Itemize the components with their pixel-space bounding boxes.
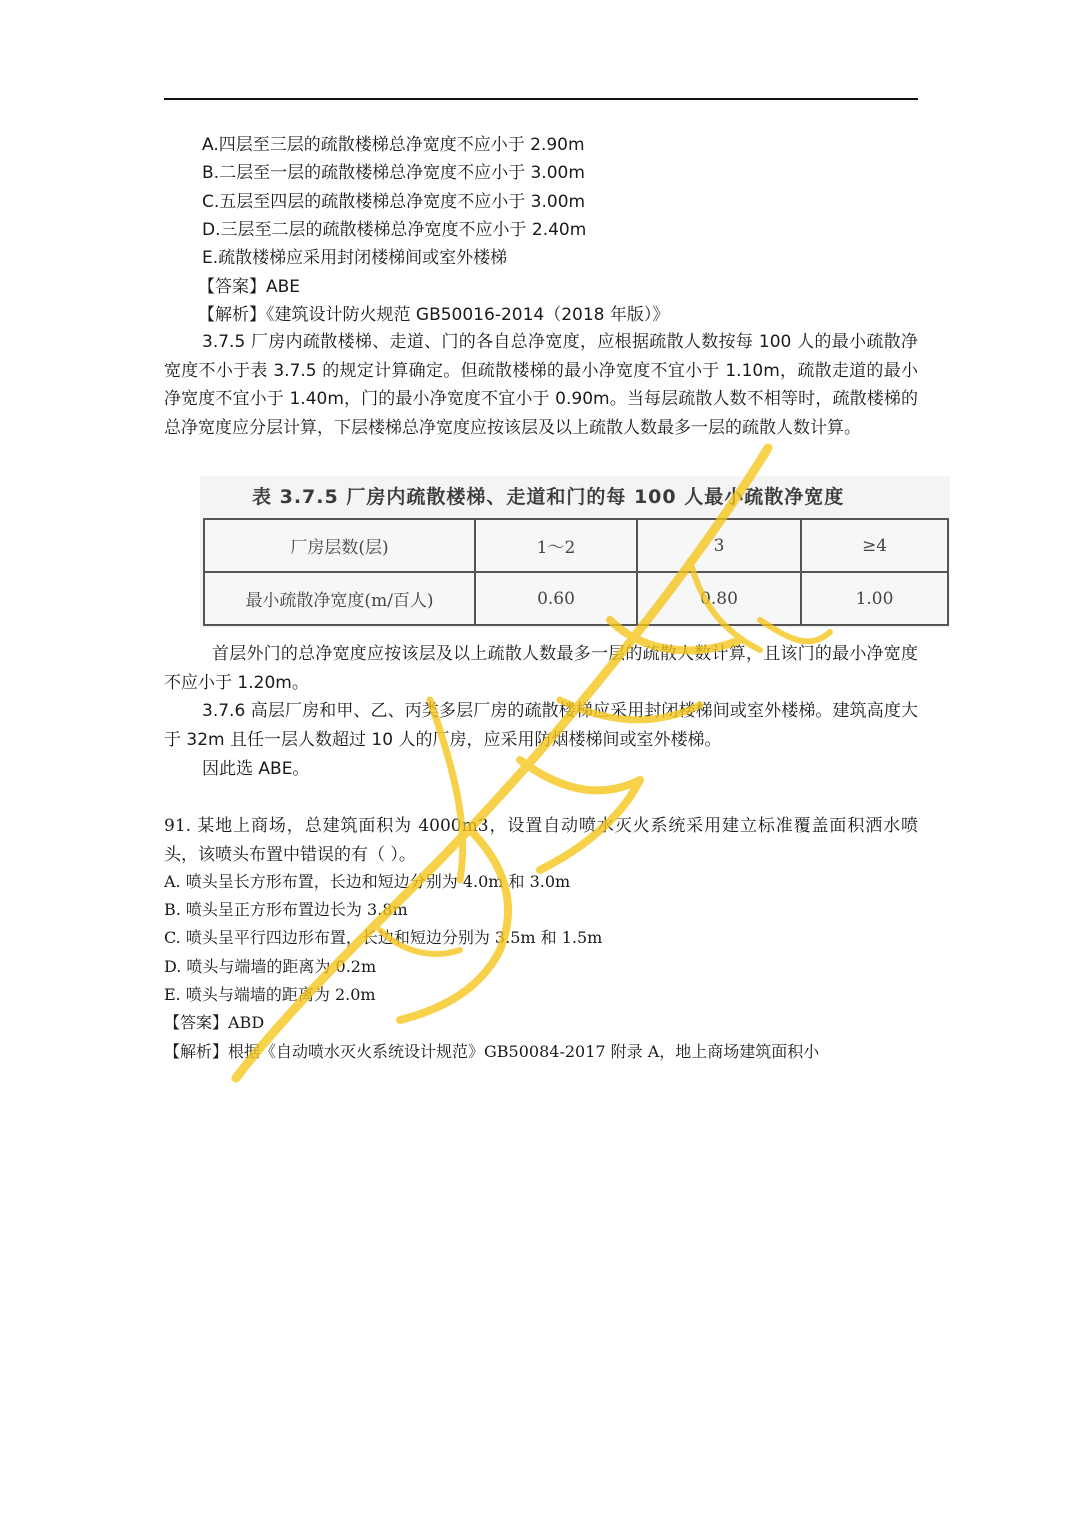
table-header-cell: 3 (637, 519, 801, 572)
q91-option-d: D. 喷头与端墙的距离为 0.2m (164, 957, 377, 976)
q91-option-b: B. 喷头呈正方形布置边长为 3.8m (164, 900, 408, 919)
question-91-stem: 91. 某地上商场，总建筑面积为 4000m3，设置自动喷水灭火系统采用建立标准覆盖面积洒水喷头，该喷头布置中错误的有（ ）。 (164, 816, 918, 865)
door-clause: 首层外门的总净宽度应按该层及以上疏散人数最多一层的疏散人数计算，且该门的最小净宽度不应小于 1.20m。 (164, 644, 918, 693)
q91-answer: 【答案】ABD (164, 1013, 265, 1032)
option-a: A.四层至三层的疏散楼梯总净宽度不应小于 2.90m (202, 135, 585, 155)
clause-3-7-5: 3.7.5 厂房内疏散楼梯、走道、门的各自总净宽度，应根据疏散人数按每 100 人的最小疏散净宽度不小于表 3.7.5 的规定计算确定。但疏散楼梯的最小净宽度不宜小于 1.10m，疏散走道的最小净宽度不宜小于 1.40m，门的最小净宽度不宜小于 0.90m。当每层疏散人数不相等时，疏散楼梯的总净宽度应分层计算，下层楼梯总净宽度应按该层及以上疏散人数最多一层的疏散人数计算。 (164, 332, 918, 438)
answer-line: 【答案】ABE (198, 277, 301, 297)
table-cell: 0.80 (637, 572, 801, 625)
table-cell: 1.00 (801, 572, 948, 625)
table-header-cell: 1～2 (475, 519, 637, 572)
evacuation-width-table (203, 518, 949, 626)
clause-3-7-6: 3.7.6 高层厂房和甲、乙、丙类多层厂房的疏散楼梯应采用封闭楼梯间或室外楼梯。建筑高度大于 32m 且任一层人数超过 10 人的厂房，应采用防烟楼梯间或室外楼梯。 (164, 701, 918, 750)
header-rule (164, 98, 918, 100)
q91-option-c: C. 喷头呈平行四边形布置，长边和短边分别为 3.5m 和 1.5m (164, 928, 603, 947)
option-e: E.疏散楼梯应采用封闭楼梯间或室外楼梯 (202, 248, 508, 268)
table-row (204, 519, 948, 572)
q91-analysis: 【解析】根据《自动喷水灭火系统设计规范》GB50084-2017 附录 A，地上商场建筑面积小 (164, 1042, 820, 1061)
q91-option-a: A. 喷头呈长方形布置，长边和短边分别为 4.0m 和 3.0m (164, 872, 571, 891)
option-b: B.二层至一层的疏散楼梯总净宽度不应小于 3.00m (202, 163, 585, 183)
table-caption: 表 3.7.5 厂房内疏散楼梯、走道和门的每 100 人最小疏散净宽度 (252, 486, 845, 508)
option-c: C.五层至四层的疏散楼梯总净宽度不应小于 3.00m (202, 192, 586, 212)
conclusion-line: 因此选 ABE。 (202, 759, 310, 779)
table-row (204, 572, 948, 625)
table-header-cell: ≥4 (801, 519, 948, 572)
table-cell: 最小疏散净宽度(m/百人) (204, 572, 475, 625)
q91-option-e: E. 喷头与端墙的距离为 2.0m (164, 985, 376, 1004)
table-header-cell: 厂房层数(层) (204, 519, 475, 572)
table-cell: 0.60 (475, 572, 637, 625)
option-d: D.三层至二层的疏散楼梯总净宽度不应小于 2.40m (202, 220, 587, 240)
analysis-line: 【解析】《建筑设计防火规范 GB50016-2014（2018 年版）》 (198, 305, 670, 325)
